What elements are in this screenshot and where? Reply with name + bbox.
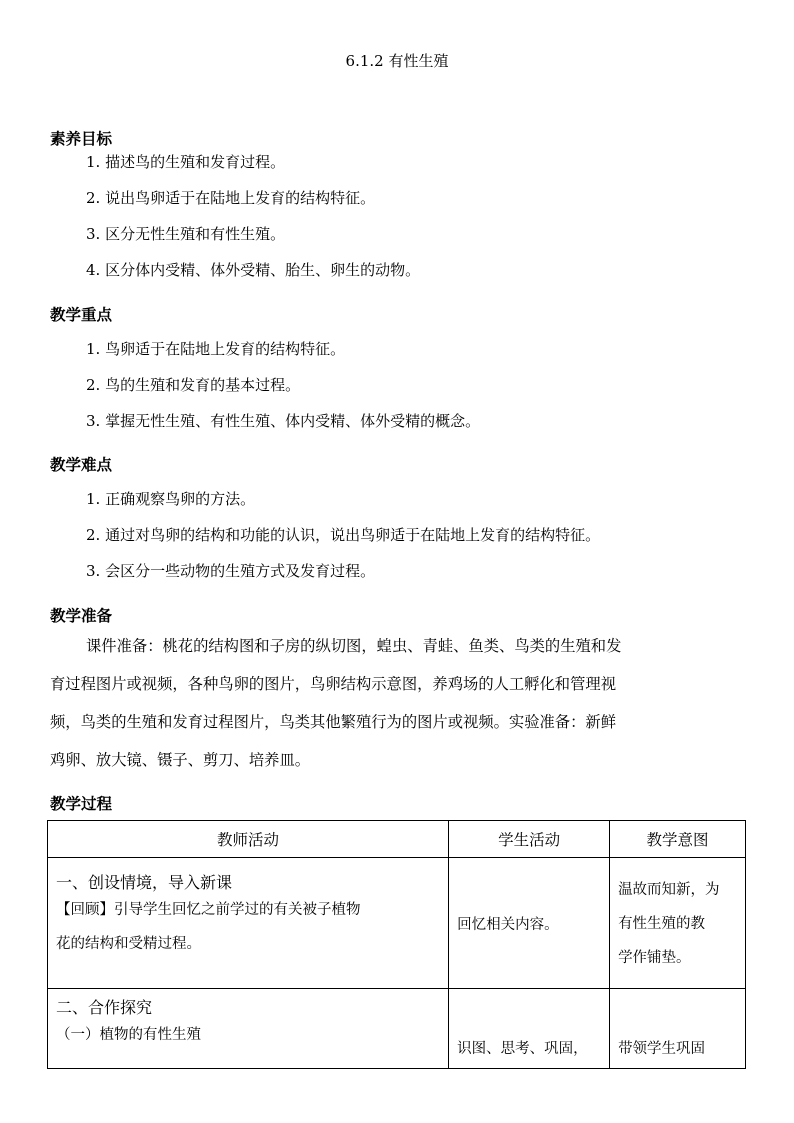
student-text: 回忆相关内容。 bbox=[457, 916, 559, 933]
teacher-text-line: （一）植物的有性生殖 bbox=[56, 1027, 201, 1043]
student-activity-cell bbox=[449, 858, 610, 989]
intent-cell bbox=[610, 858, 746, 989]
student-activity-cell bbox=[449, 989, 610, 1069]
key-point-item: 2. 鸟的生殖和发育的基本过程。 bbox=[86, 376, 301, 394]
table-row bbox=[48, 858, 746, 989]
intent-text-line: 学作铺垫。 bbox=[618, 950, 691, 966]
difficulty-item: 2. 通过对鸟卵的结构和功能的认识，说出鸟卵适于在陆地上发育的结构特征。 bbox=[86, 526, 601, 544]
difficulty-item: 3. 会区分一些动物的生殖方式及发育过程。 bbox=[86, 562, 376, 580]
preparation-paragraph bbox=[50, 636, 744, 788]
difficulty-item: 1. 正确观察鸟卵的方法。 bbox=[86, 490, 256, 508]
preparation-line: 课件准备：桃花的结构图和子房的纵切图，蝗虫、青蛙、鱼类、鸟类的生殖和发 bbox=[86, 637, 622, 655]
preparation-line: 频，鸟类的生殖和发育过程图片，鸟类其他繁殖行为的图片或视频。实验准备：新鲜 bbox=[50, 713, 616, 731]
intent-text-line: 带领学生巩固 bbox=[618, 1041, 706, 1057]
difficulties-heading: 教学难点 bbox=[50, 455, 113, 474]
intent-text-line: 有性生殖的教 bbox=[618, 916, 706, 932]
process-heading: 教学过程 bbox=[50, 794, 113, 813]
intent-text-line: 温故而知新，为 bbox=[618, 882, 720, 898]
key-points-heading: 教学重点 bbox=[50, 305, 113, 324]
key-point-item: 3. 掌握无性生殖、有性生殖、体内受精、体外受精的概念。 bbox=[86, 412, 481, 430]
goal-item: 1. 描述鸟的生殖和发育过程。 bbox=[86, 153, 286, 171]
column-header-student: 学生活动 bbox=[449, 821, 610, 858]
preparation-heading: 教学准备 bbox=[50, 606, 113, 625]
preparation-line: 鸡卵、放大镜、镊子、剪刀、培养皿。 bbox=[50, 751, 311, 769]
column-header-teacher: 教师活动 bbox=[48, 821, 449, 858]
table-row bbox=[48, 989, 746, 1069]
teacher-text-line: 【回顾】引导学生回忆之前学过的有关被子植物 bbox=[56, 902, 361, 918]
student-text: 识图、思考、巩固， bbox=[457, 1041, 588, 1057]
table-header-row bbox=[48, 821, 746, 858]
column-header-intent: 教学意图 bbox=[610, 821, 746, 858]
stage-heading: 二、合作探究 bbox=[56, 998, 153, 1017]
teacher-activity-cell bbox=[48, 858, 449, 989]
stage-heading: 一、创设情境，导入新课 bbox=[56, 873, 233, 892]
teacher-text-line: 花的结构和受精过程。 bbox=[56, 936, 201, 952]
goal-item: 4. 区分体内受精、体外受精、胎生、卵生的动物。 bbox=[86, 261, 421, 279]
page-title: 6.1.2 有性生殖 bbox=[345, 52, 449, 70]
goal-item: 2. 说出鸟卵适于在陆地上发育的结构特征。 bbox=[86, 189, 376, 207]
goal-item: 3. 区分无性生殖和有性生殖。 bbox=[86, 225, 286, 243]
preparation-line: 育过程图片或视频，各种鸟卵的图片，鸟卵结构示意图，养鸡场的人工孵化和管理视 bbox=[50, 675, 616, 693]
intent-cell bbox=[610, 989, 746, 1069]
process-table bbox=[47, 820, 746, 1069]
goals-heading: 素养目标 bbox=[50, 129, 113, 148]
key-point-item: 1. 鸟卵适于在陆地上发育的结构特征。 bbox=[86, 340, 346, 358]
teacher-activity-cell bbox=[48, 989, 449, 1069]
